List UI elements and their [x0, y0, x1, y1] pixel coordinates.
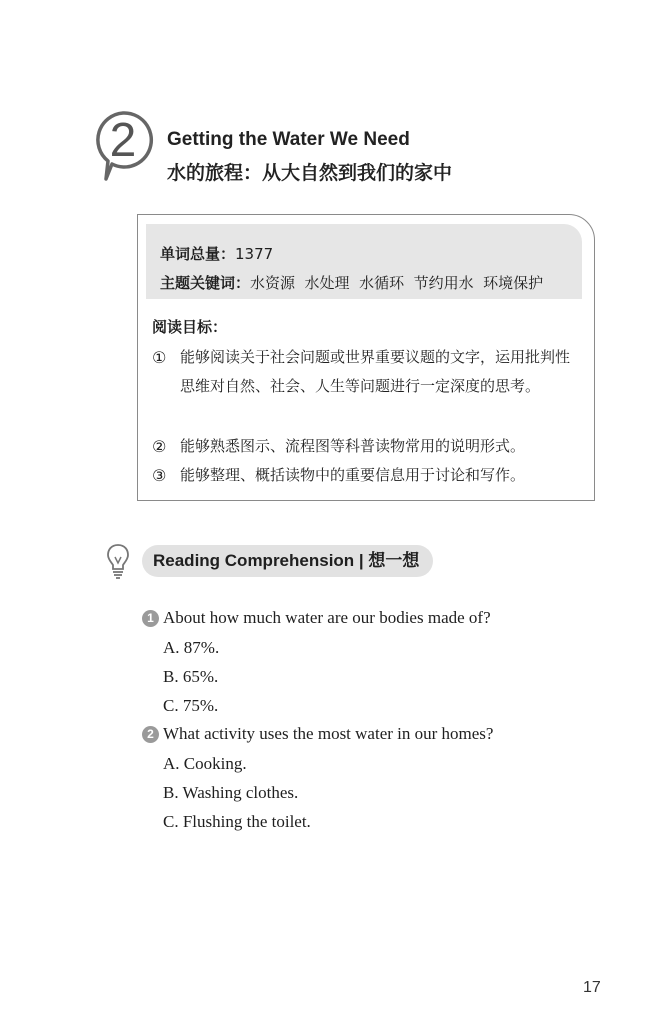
goal-text: 能够熟悉图示、流程图等科普读物常用的说明形式。	[180, 437, 526, 455]
reading-goal-item	[152, 343, 582, 401]
reading-goal-item	[152, 461, 582, 490]
answer-option: A. 87%.	[163, 638, 220, 657]
lightbulb-icon	[106, 543, 130, 579]
goal-text: 能够整理、概括读物中的重要信息用于讨论和写作。	[180, 466, 526, 484]
goal-number: ②	[152, 437, 167, 456]
word-count-label: 单词总量：	[160, 245, 236, 263]
reading-goals-heading: 阅读目标：	[152, 318, 228, 336]
answer-option: B. 65%.	[163, 667, 219, 686]
question-text: About how much water are our bodies made of?	[163, 608, 491, 627]
word-count-row	[160, 243, 273, 264]
keywords-value: 水资源 水处理 水循环 节约用水 环境保护	[250, 274, 544, 292]
chapter-number-badge	[92, 109, 158, 185]
answer-option: B. Washing clothes.	[163, 783, 299, 802]
question-number-badge: 1	[142, 610, 159, 627]
reading-comprehension-heading: Reading Comprehension | 想一想	[142, 545, 433, 577]
page-number: 17	[583, 979, 601, 996]
goal-number: ①	[152, 348, 167, 367]
info-summary-panel	[146, 224, 582, 299]
goal-text: 能够阅读关于社会问题或世界重要议题的文字，运用批判性思维对自然、社会、人生等问题进行一定深度的思考。	[180, 348, 571, 395]
goal-number: ③	[152, 466, 167, 485]
keywords-label: 主题关键词：	[160, 274, 251, 292]
chapter-title-zh: 水的旅程：从大自然到我们的家中	[167, 162, 453, 184]
answer-option: C. 75%.	[163, 696, 219, 715]
reading-info-box	[137, 214, 595, 501]
keywords-row	[160, 272, 543, 293]
question-text: What activity uses the most water in our homes?	[163, 724, 494, 743]
chapter-number: 2	[109, 114, 137, 167]
question-number-badge: 2	[142, 726, 159, 743]
question-item	[142, 724, 493, 744]
answer-option: A. Cooking.	[163, 754, 247, 773]
reading-goal-item	[152, 432, 582, 461]
word-count-value: 1377	[235, 245, 274, 263]
chapter-title-en: Getting the Water We Need	[167, 129, 410, 150]
question-item	[142, 608, 491, 628]
answer-option: C. Flushing the toilet.	[163, 812, 311, 831]
